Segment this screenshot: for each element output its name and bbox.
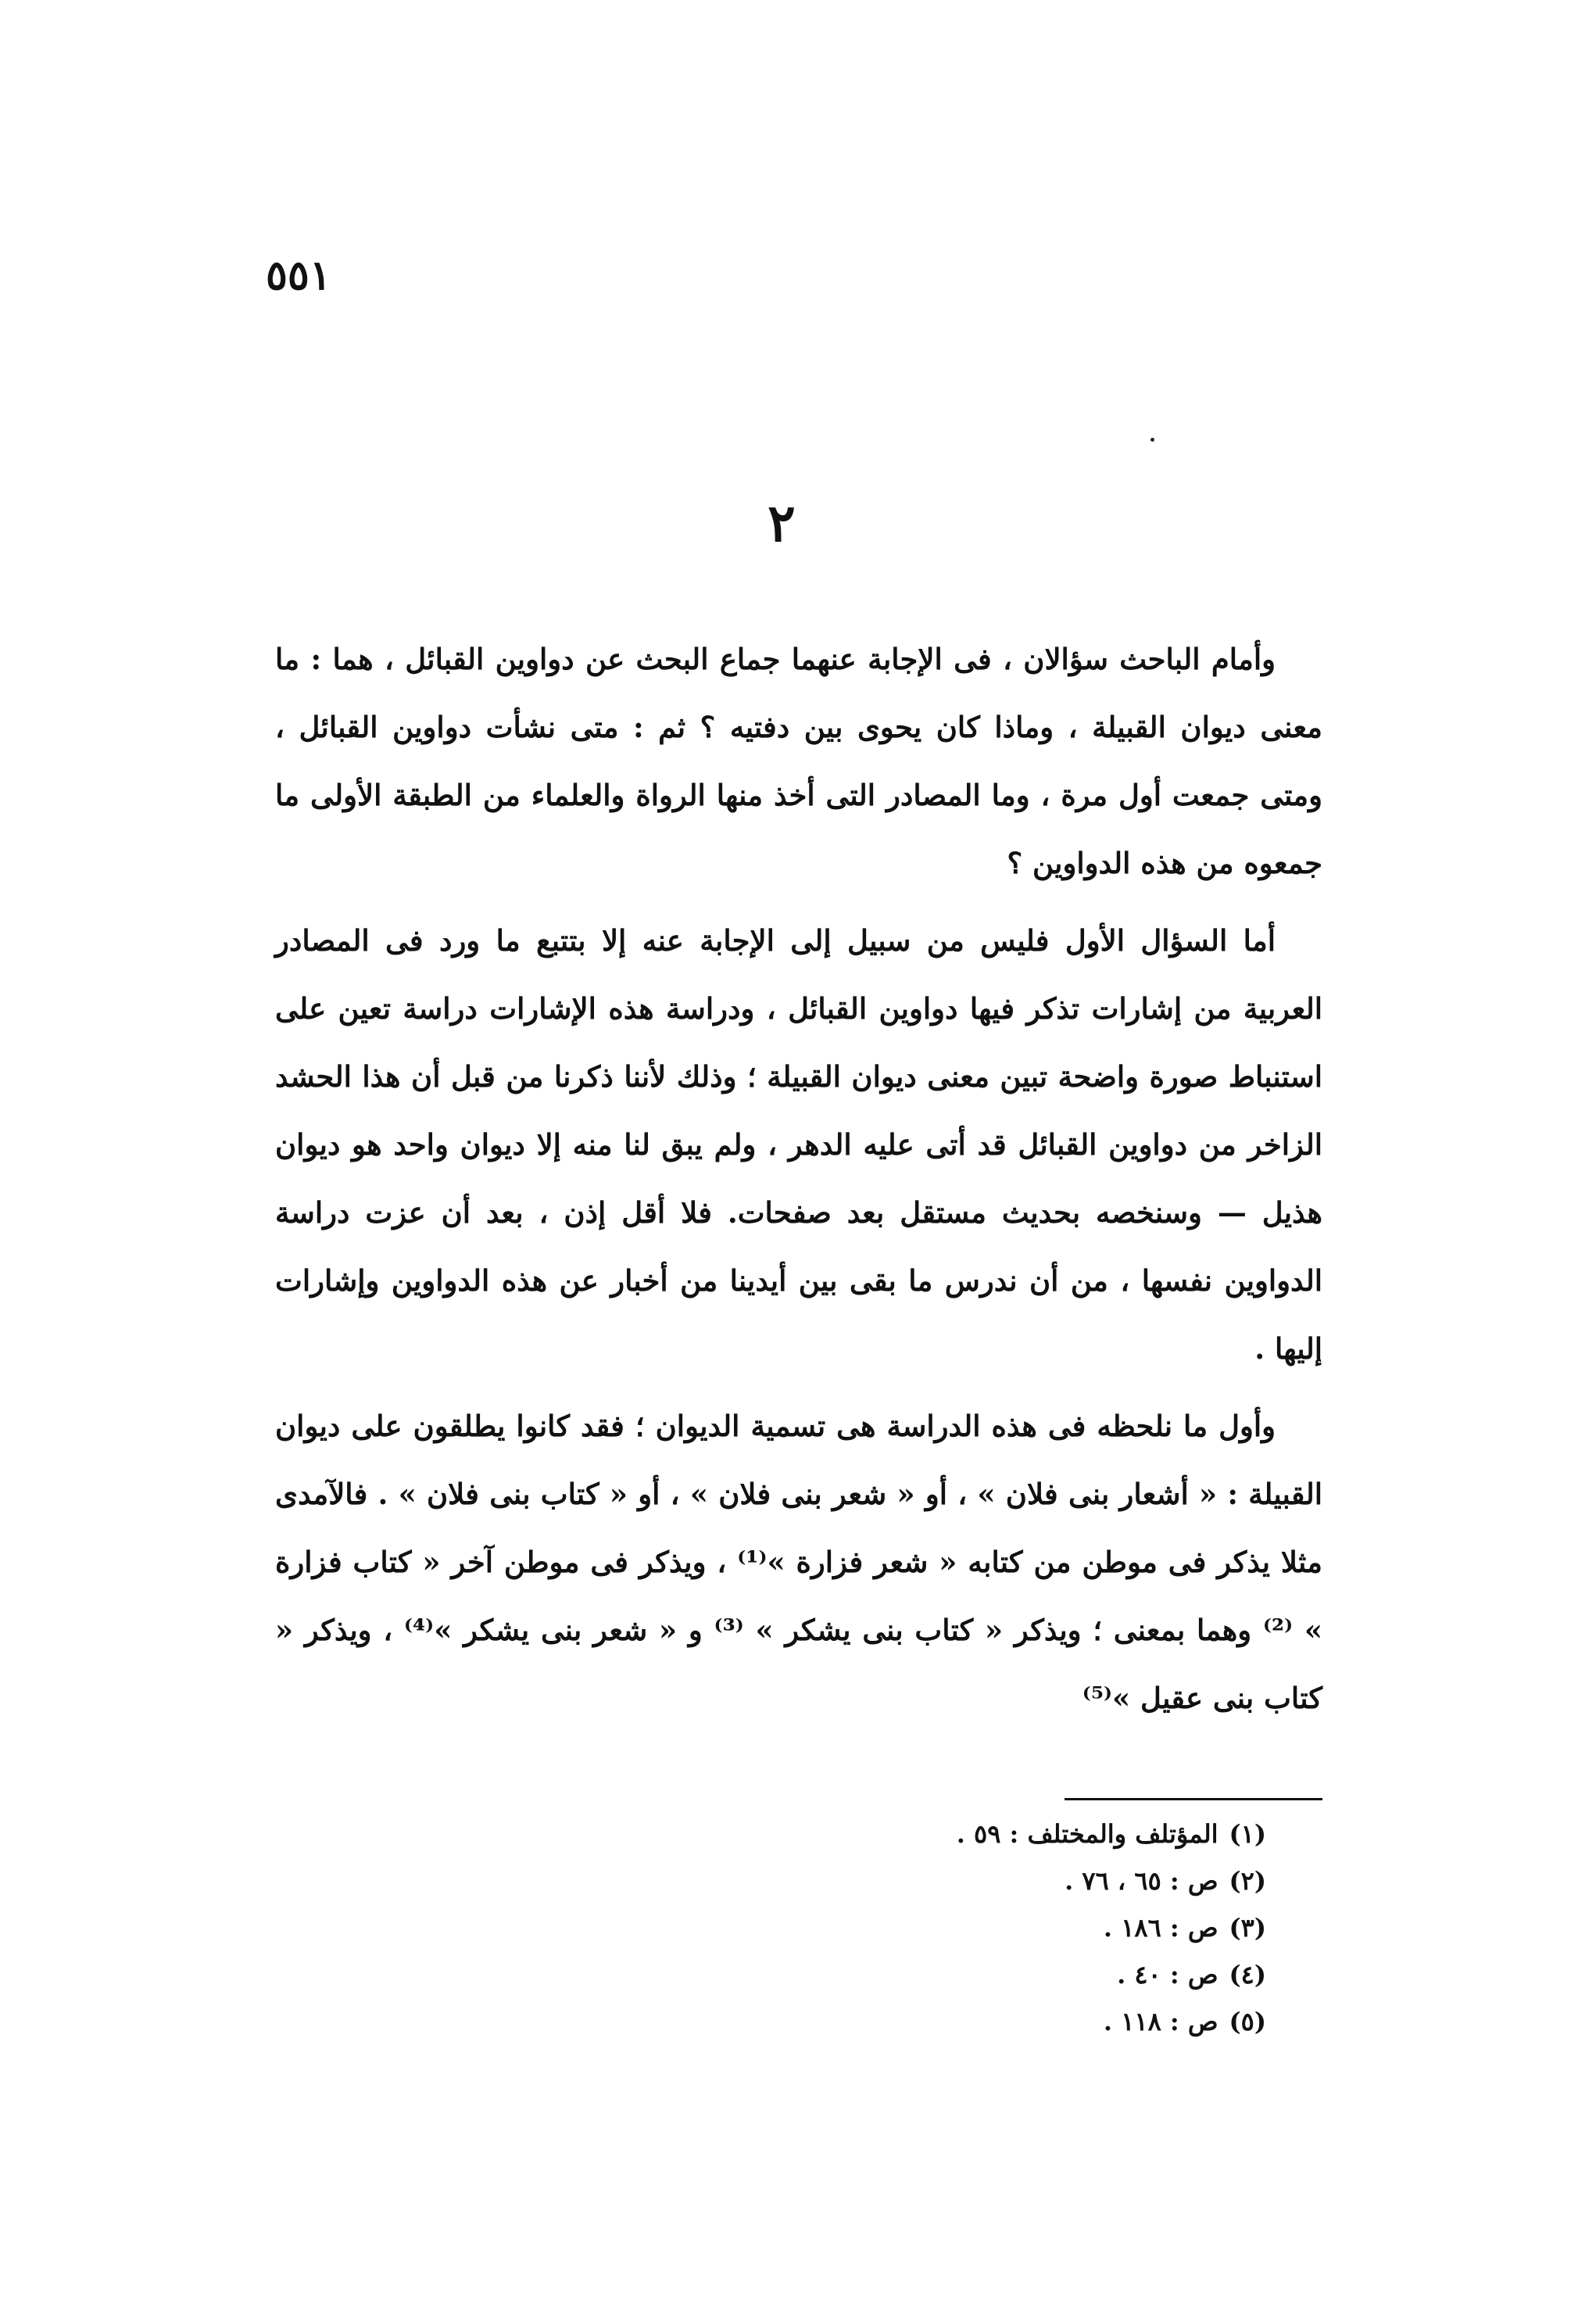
footnote-number: (٢) xyxy=(1229,1866,1266,1896)
footnote-number: (٤) xyxy=(1229,1960,1266,1990)
paragraph: وأمام الباحث سؤالان ، فى الإجابة عنهما جماع البحث عن دواوين القبائل ، هما : ما معنى ديوان القبيلة ، وماذا كان يحوى بين دفتيه ؟ ثم : متى نشأت دواوين القبائل ، ومتى جمعت أول مرة ، وما المصادر التى أخذ منها الرواة والعلماء من الطبقة الأولى ما جمعوه من هذه الدواوين ؟ xyxy=(275,642,1322,880)
footnote-text: المؤتلف والمختلف : ٥٩ . xyxy=(956,1819,1218,1849)
footnote-text: ص : ١٨٦ . xyxy=(1103,1913,1218,1943)
section-number: ٢ xyxy=(768,492,796,553)
footnote-text: ص : ٦٥ ، ٧٦ . xyxy=(1065,1866,1218,1896)
footnote-item xyxy=(844,1951,1266,1998)
footnote-item xyxy=(844,1857,1266,1904)
paragraph: أما السؤال الأول فليس من سبيل إلى الإجابة عنه إلا بتتبع ما ورد فى المصادر العربية من إشارات تذكر فيها دواوين القبائل ، ودراسة هذه الإشارات دراسة تعين على استنباط صورة واضحة تبين معنى ديوان القبيلة ؛ وذلك لأننا ذكرنا من قبل أن هذا الحشد الزاخر من دواوين القبائل قد أتى عليه الدهر ، ولم يبق لنا منه إلا ديوان واحد هو ديوان هذيل — وسنخصه بحديث مستقل بعد صفحات. فلا أقل إذن ، بعد أن عزت دراسة الدواوين نفسها ، من أن ندرس ما بقى بين أيدينا من أخبار عن هذه الدواوين وإشارات إليها . xyxy=(275,923,1322,1366)
footnote-item xyxy=(844,1998,1266,2045)
footnote-item xyxy=(844,1811,1266,1857)
paragraph: وأول ما نلحظه فى هذه الدراسة هى تسمية الديوان ؛ فقد كانوا يطلقون على ديوان القبيلة : « أشعار بنى فلان » ، أو « شعر بنى فلان » ، أو « كتاب بنى فلان » . فالآمدى مثلا يذكر فى موطن من كتابه « شعر فزارة »⁽¹⁾ ، ويذكر فى موطن آخر « كتاب فزارة » ⁽²⁾ وهما بمعنى ؛ ويذكر « كتاب بنى يشكر » ⁽³⁾ و « شعر بنى يشكر »⁽⁴⁾ ، ويذكر « كتاب بنى عقيل »⁽⁵⁾ xyxy=(275,1409,1322,1715)
main-text xyxy=(275,625,1322,1742)
page-number: ٥٥١ xyxy=(266,252,331,299)
footnote-text: ص : ٤٠ . xyxy=(1117,1960,1218,1990)
footnote-divider xyxy=(1065,1798,1322,1800)
footnotes xyxy=(844,1811,1266,2045)
footnote-number: (١) xyxy=(1229,1819,1266,1849)
footnote-text: ص : ١١٨ . xyxy=(1103,2007,1218,2036)
footnote-item xyxy=(844,1904,1266,1951)
footnote-number: (٥) xyxy=(1229,2007,1266,2036)
print-speck xyxy=(1150,438,1154,442)
footnote-number: (٣) xyxy=(1229,1913,1266,1943)
